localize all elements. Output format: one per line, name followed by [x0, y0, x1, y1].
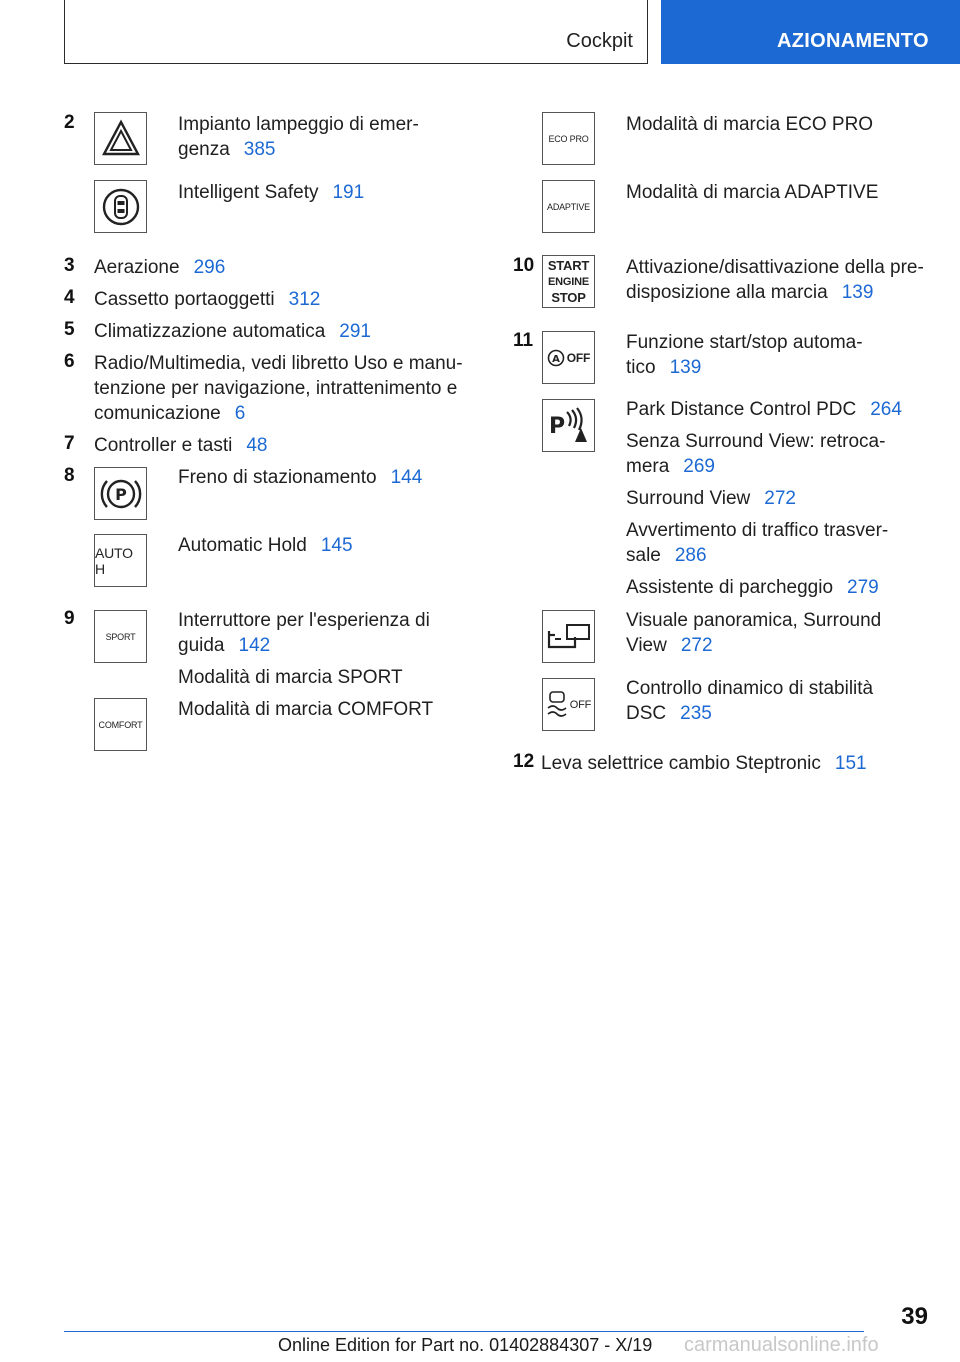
entry-number: 10: [513, 255, 535, 276]
page-ref-link[interactable]: 279: [847, 577, 879, 598]
edition-note: Online Edition for Part no. 01402884307 - X/19: [278, 1335, 653, 1355]
page-ref-link[interactable]: 142: [238, 635, 271, 656]
entry-number: 9: [64, 608, 75, 629]
entry-text: Impianto lampeggio di emer- genza 385: [178, 114, 419, 160]
page-number: 39: [901, 1303, 928, 1330]
entry-number: 8: [64, 465, 75, 486]
section-title: Cockpit: [566, 30, 633, 52]
entry-text: Visuale panoramica, Surround View 272: [626, 610, 882, 656]
page-ref-link[interactable]: 151: [834, 753, 867, 774]
entry-text: Radio/Multimedia, vedi libretto Uso e manu- tenzione per navigazione, intrattenimento e comunicazione 6: [94, 353, 463, 424]
entry-text: Cassetto portaoggetti 312: [94, 289, 321, 310]
page-ref-link[interactable]: 139: [669, 357, 702, 378]
entry-number: 6: [64, 351, 75, 372]
entry-text: Interruttore per l'esperienza di guida 142: [178, 610, 430, 656]
parking-brake-icon: [94, 467, 147, 520]
hazard-warning-icon: [94, 112, 147, 165]
entry-text: Avvertimento di traffico trasver- sale 286: [626, 520, 889, 566]
page-ref-link[interactable]: 145: [320, 535, 353, 556]
entry-number: 11: [513, 330, 534, 351]
entry-text: Modalità di marcia ADAPTIVE: [626, 182, 879, 203]
entry-text: Automatic Hold 145: [178, 535, 353, 556]
entry-text: Controller e tasti 48: [94, 435, 268, 456]
entry-number: 4: [64, 287, 75, 308]
page-ref-link[interactable]: 272: [680, 635, 713, 656]
page-ref-link[interactable]: 269: [683, 456, 715, 477]
sport-mode-icon: SPORT: [94, 610, 147, 663]
page-ref-link[interactable]: 286: [674, 545, 707, 566]
panoramic-view-camera-icon: [542, 610, 595, 663]
entry-number: 2: [64, 112, 75, 133]
comfort-mode-icon: COMFORT: [94, 698, 147, 751]
page-ref-link[interactable]: 6: [234, 403, 246, 424]
page-ref-link[interactable]: 191: [332, 182, 365, 203]
page-ref-link[interactable]: 272: [764, 488, 796, 509]
entry-number: 5: [64, 319, 75, 340]
page-ref-link[interactable]: 312: [288, 289, 321, 310]
page-ref-link[interactable]: 296: [193, 257, 226, 278]
adaptive-mode-icon: ADAPTIVE: [542, 180, 595, 233]
svg-text:A: A: [551, 353, 560, 365]
intelligent-safety-icon: [94, 180, 147, 233]
start-stop-engine-icon: START ENGINE STOP: [542, 255, 595, 308]
page-ref-link[interactable]: 385: [243, 139, 276, 160]
chapter-title: AZIONAMENTO: [777, 30, 929, 52]
entry-text: Aerazione 296: [94, 257, 226, 278]
page-ref-link[interactable]: 139: [841, 282, 874, 303]
page-ref-link[interactable]: 291: [339, 321, 371, 342]
page-ref-link[interactable]: 235: [680, 703, 712, 724]
page-ref-link[interactable]: 144: [390, 467, 423, 488]
entry-text: Assistente di parcheggio 279: [626, 577, 879, 598]
entry-text: Modalità di marcia SPORT: [178, 667, 403, 688]
auto-hold-icon: AUTO H: [94, 534, 147, 587]
entry-text: Senza Surround View: retroca- mera 269: [626, 431, 886, 477]
page-ref-link[interactable]: 264: [870, 399, 902, 420]
header-section-box: [64, 0, 648, 64]
watermark: carmanualsonline.info: [684, 1334, 879, 1356]
entry-text: Modalità di marcia ECO PRO: [626, 114, 874, 135]
dsc-off-icon: OFF: [542, 678, 595, 731]
entry-number: 3: [64, 255, 75, 276]
entry-text: Leva selettrice cambio Steptronic 151: [541, 753, 867, 774]
entry-text: Surround View 272: [626, 488, 796, 509]
entry-text: Modalità di marcia COMFORT: [178, 699, 434, 720]
entry-text: Intelligent Safety 191: [178, 182, 365, 203]
entry-text: Climatizzazione automatica 291: [94, 321, 371, 342]
header-chapter-box: [661, 0, 960, 64]
entry-text: Attivazione/disattivazione della pre- disposizione alla marcia 139: [626, 257, 924, 303]
entry-text: Funzione start/stop automa- tico 139: [626, 332, 863, 378]
park-assist-icon: [542, 399, 595, 452]
svg-text:P: P: [114, 484, 127, 504]
entry-number: 12: [513, 751, 535, 772]
entry-text: Controllo dinamico di stabilità DSC 235: [626, 678, 874, 724]
auto-start-stop-off-icon: A OFF: [542, 331, 595, 384]
svg-text:P: P: [548, 413, 565, 439]
page-ref-link[interactable]: 48: [246, 435, 268, 456]
entry-text: Park Distance Control PDC 264: [626, 399, 902, 420]
entry-number: 7: [64, 433, 75, 454]
footer-divider: [64, 1331, 864, 1332]
entry-text: Freno di stazionamento 144: [178, 467, 423, 488]
eco-pro-mode-icon: ECO PRO: [542, 112, 595, 165]
